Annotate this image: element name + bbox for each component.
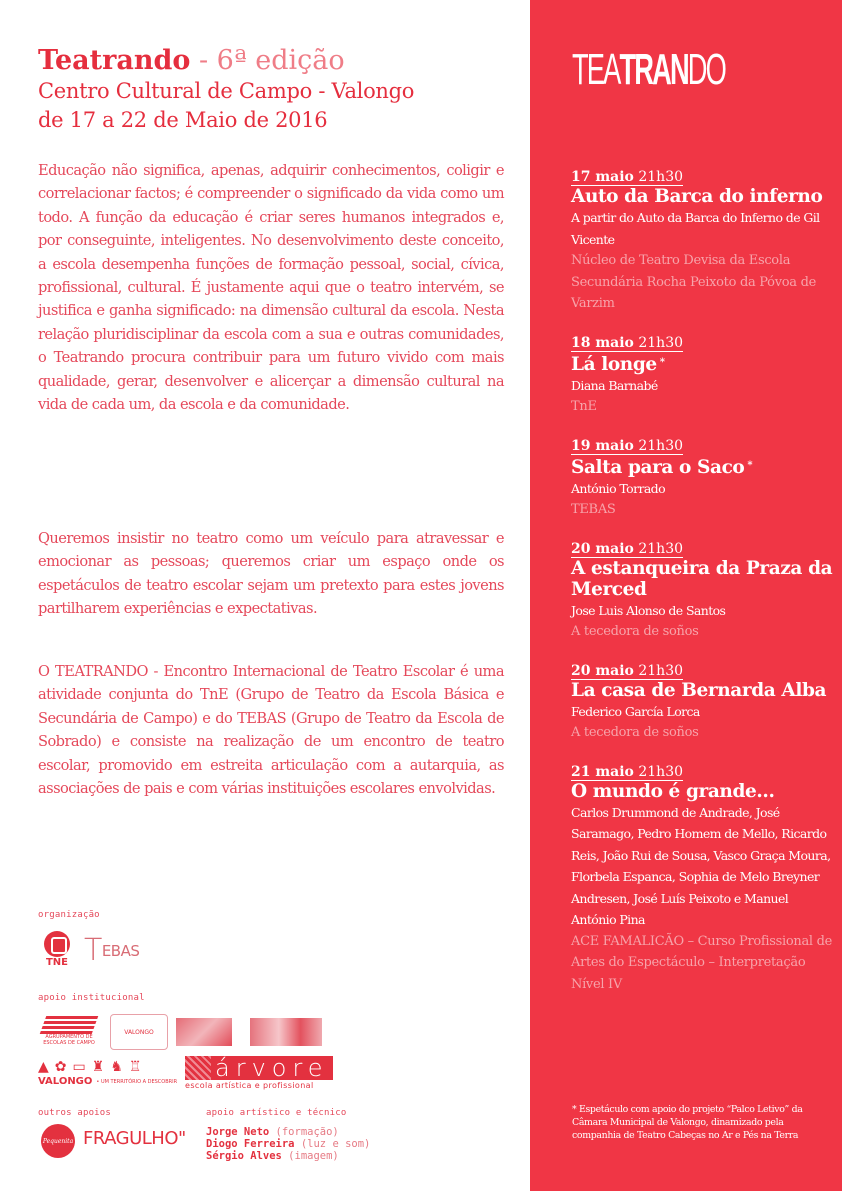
credit-role: (luz e som) (294, 1138, 371, 1150)
title-bold: Teatrando (38, 45, 191, 76)
valongo-icons-row (38, 1058, 178, 1076)
event-title-text: Lá longe (571, 353, 657, 375)
venue: Centro Cultural de Campo - Valongo (38, 79, 415, 103)
credit-name: Diogo Ferreira (206, 1138, 295, 1150)
credit-role: (imagem) (281, 1150, 339, 1162)
mountain-icon: ▲ (38, 1059, 49, 1075)
agrupamento-line1: AGRUPAMENTO DE (45, 1034, 93, 1040)
event-title (571, 352, 836, 375)
event-time: 21h30 (633, 763, 684, 780)
institucional-label: apoio institucional (38, 993, 145, 1003)
event-title (571, 781, 836, 802)
flower-icon: ✿ (54, 1059, 67, 1075)
valongo-tagline: • UM TERRITÓRIO A DESCOBRIR (96, 1078, 178, 1085)
pequenita-badge: Pequenita (41, 1124, 75, 1158)
event-day: 20 maio (571, 662, 634, 679)
event-item (571, 435, 836, 521)
sponsors-section (38, 910, 518, 1162)
arvore-subtitle: escola artística e profissional (185, 1080, 314, 1090)
event-company: Núcleo de Teatro Devisa da Escola Secundária Rocha Peixoto da Póvoa de Varzim (571, 253, 816, 311)
event-title-text: A estanqueira da Praza da Merced (571, 557, 833, 600)
event-title (571, 558, 836, 600)
event-title-text: La casa de Bernarda Alba (571, 679, 827, 701)
tebas-logo-text: EBAS (101, 942, 140, 960)
agrupamento-logo (38, 1013, 100, 1049)
event-title-text: Auto da Barca do inferno (571, 186, 823, 207)
event-time: 21h30 (633, 540, 684, 557)
event-title (571, 186, 836, 207)
event-title-text: O mundo é grande... (571, 780, 775, 802)
event-company: TnE (571, 399, 597, 414)
page-title (38, 45, 518, 77)
credit-item (206, 1126, 370, 1138)
mission-paragraph: Queremos insistir no teatro como um veículo para atravessar e emocionar as pessoas; queremos criar um espaço onde os espetáculos de teatro escolar sejam um pretexto para estes jovens partilharem experiências e expectativas. (38, 530, 504, 618)
asterisk-icon: * (747, 459, 753, 471)
event-author: Federico García Lorca (571, 703, 700, 719)
event-time: 21h30 (633, 437, 684, 454)
valongo-name: VALONGO (38, 1076, 93, 1087)
event-item (571, 332, 836, 418)
valongo-logo (38, 1076, 177, 1087)
event-company: ACE FAMALICÃO – Curso Profissional de Artes do Espectáculo – Interpretação Nível IV (571, 933, 833, 992)
tebas-logo-t: T (84, 933, 102, 968)
event-title-text: Salta para o Saco (571, 456, 745, 478)
tne-emblem-icon (44, 931, 70, 957)
event-company: A tecedora de soños (571, 725, 699, 740)
building-icon: ♖ (128, 1059, 142, 1075)
tne-text: TNE (45, 956, 69, 968)
event-date (571, 663, 683, 680)
event-author: A partir do Auto da Barca do Inferno de Gil Vicente (571, 210, 820, 247)
event-time: 21h30 (633, 334, 684, 351)
partner-photo-logo-1 (176, 1018, 232, 1046)
event-day: 18 maio (571, 334, 634, 351)
tebas-logo (84, 933, 140, 968)
event-item (571, 166, 836, 315)
asterisk-icon: * (659, 356, 665, 368)
valongo-municipal-logo (110, 1014, 168, 1050)
event-date (571, 764, 683, 781)
event-item (571, 761, 836, 996)
event-author: Diana Barnabé (571, 377, 658, 393)
arvore-logo (185, 1053, 329, 1091)
event-day: 19 maio (571, 437, 634, 454)
event-item (571, 538, 836, 643)
agrupamento-bars-icon (40, 1016, 99, 1034)
tne-logo (38, 928, 76, 970)
about-paragraph: O TEATRANDO - Encontro Internacional de Teatro Escolar é uma atividade conjunta do TnE (Grupo de Teatro da Escola Básica e Secundária de Campo) e do TEBAS (Grupo de Teatro da Escola de Sobrado) e consiste na realização de um encontro de teatro escolar, promovido em estreita articulação com a autarquia, as associações de pais e com várias instituições escolares envolvidas. (38, 663, 504, 798)
bike-icon: ♞ (110, 1059, 123, 1075)
credit-name: Jorge Neto (206, 1126, 270, 1138)
brand-part-2: TRAN (619, 45, 688, 94)
agrupamento-line2: ESCOLAS DE CAMPO (43, 1040, 95, 1046)
credit-item (206, 1150, 370, 1162)
header (38, 45, 518, 135)
credits-list (206, 1126, 370, 1162)
event-date (571, 541, 683, 558)
event-date (571, 335, 683, 352)
teatrando-logo (572, 46, 725, 94)
arvore-logo-top (185, 1055, 333, 1081)
credit-name: Sérgio Alves (206, 1150, 282, 1162)
event-company: A tecedora de soños (571, 624, 699, 639)
valongo-box-text: VALONGO (124, 1028, 154, 1036)
credit-role: (formação) (269, 1126, 339, 1138)
arvore-pattern-icon (185, 1056, 211, 1080)
event-date (571, 438, 683, 455)
apoio-artistico-label: apoio artístico e técnico (206, 1108, 347, 1118)
event-title (571, 455, 836, 478)
event-author: Jose Luis Alonso de Santos (571, 602, 726, 618)
brand-part-3: DO (687, 45, 726, 94)
event-date (571, 169, 683, 186)
credit-item (206, 1138, 370, 1150)
pequenita-logo (38, 1124, 78, 1158)
footnote: * Espetáculo com apoio do projeto “Palco Letivo” da Câmara Municipal de Valongo, dinamizado pela companhia de Teatro Cabeças no Ar e Pés na Terra (572, 1104, 803, 1141)
intro-paragraph: Educação não significa, apenas, adquirir conhecimentos, coligir e correlacionar factos; é compreender o significado da vida como um todo. A função da educação é criar seres humanos integrados e, por conseguinte, inteligentes. No desenvolvimento deste conceito, a escola desempenha funções de formação pessoal, social, cívica, profissional, cultural. É justamente aqui que o teatro intervém, se justifica e ganha significado: na dimensão cultural da escola. Nesta relação pluridisciplinar da escola com a sua e outras comunidades, o Teatrando procura contribuir para um futuro vivido com mais qualidade, gerar, desenvolver e alicerçar a dimensão cultural na vida de cada um, da escola e da comunidade. (38, 162, 504, 414)
event-dates: de 17 a 22 de Maio de 2016 (38, 108, 328, 132)
fragulho-logo: FRAGULHO" (83, 1128, 186, 1149)
outros-apoios-label: outros apoios (38, 1108, 112, 1118)
event-day: 20 maio (571, 540, 634, 557)
program-sidebar (530, 0, 842, 1191)
event-item (571, 660, 836, 744)
people-icon: ♜ (91, 1059, 105, 1075)
event-author: Carlos Drummond de Andrade, José Saramago, Pedro Homem de Mello, Ricardo Reis, João Rui de Sousa, Vasco Graça Moura, Florbela Espanca, Sophia de Melo Breyner Andresen, José Luís Peixoto e Manuel António Pina (571, 804, 831, 927)
event-title (571, 680, 836, 701)
event-list (571, 166, 836, 1012)
arvore-word: árvore (211, 1056, 333, 1080)
partner-photo-logo-2 (250, 1018, 322, 1046)
title-edition: - 6ª edição (190, 45, 345, 76)
screen-icon: ▭ (72, 1059, 86, 1075)
event-company: TEBAS (571, 502, 616, 517)
brand-part-1: TEA (572, 45, 620, 94)
event-day: 17 maio (571, 169, 634, 185)
event-time: 21h30 (633, 169, 684, 185)
event-day: 21 maio (571, 763, 634, 780)
event-author: António Torrado (571, 480, 665, 496)
event-time: 21h30 (633, 662, 684, 679)
organizacao-label: organização (38, 910, 100, 920)
